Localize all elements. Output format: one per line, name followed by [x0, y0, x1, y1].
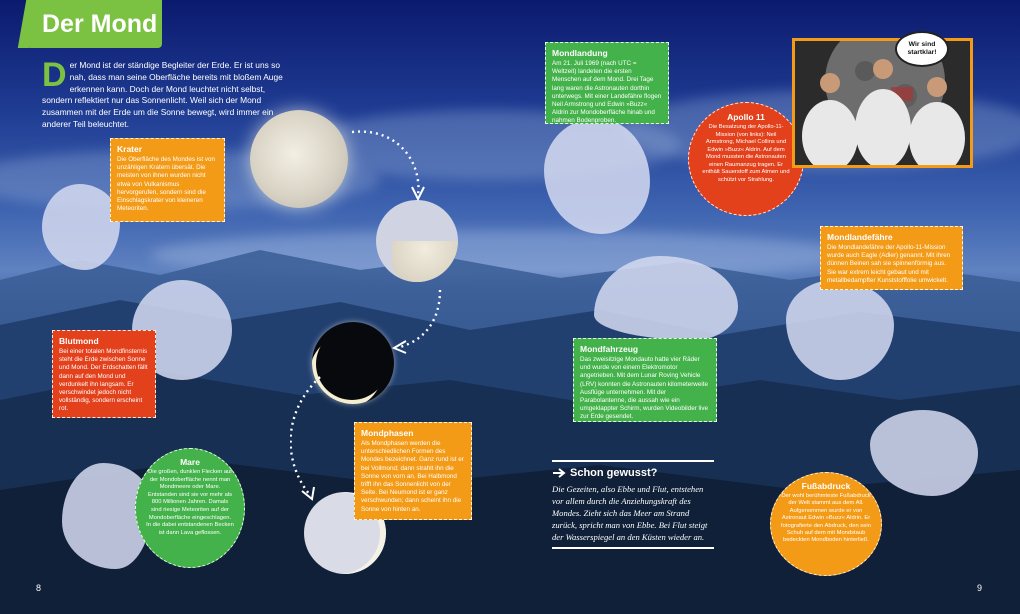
fact-top-rule [552, 460, 714, 462]
mondlandung-box [545, 42, 669, 124]
fussabdruck-text: Der wohl berühmteste Fußabdruck der Welt stammt aus dem All. Aufgenommen wurde er von Astronaut Edwin »Buzz« Aldrin. Er fotografierte den Abdruck, den sein Schuh auf dem mit Mondstaub bedeckten Mondboden hinterließ. [781, 493, 871, 544]
page-number-right: 9 [977, 583, 983, 593]
mondlandung-title: Mondlandung [552, 48, 608, 58]
fussabdruck-box [770, 472, 882, 576]
blutmond-text: Bei einer totalen Mondfinsternis steht die Erde zwischen Sonne und Mond. Der Erdschatten fällt dann auf den Mond und verdunkelt ihn langsam. Er verschwindet jedoch nicht vollständig, sondern erscheint rot. [59, 348, 148, 413]
fact-title: Schon gewusst? [570, 467, 658, 479]
drop-cap: D [42, 56, 67, 94]
blutmond-title: Blutmond [59, 336, 99, 346]
mondlandefaehre-title: Mondlandefähre [827, 232, 893, 242]
fact-bottom-rule [552, 547, 714, 549]
fact-header [552, 467, 714, 479]
mondlandung-text: Am 21. Juli 1969 (nach UTC = Weltzeit) landeten die ersten Menschen auf dem Mond. Drei Tage lang waren die Astronauten dorthin unterwegs. Mit einer Landefähre flogen Neil Armstrong und Edwin »Buzz« Aldrin zur Mondoberfläche hinab und nahmen Bodenproben. [552, 60, 662, 125]
mondlandefaehre-box [820, 226, 963, 290]
mare-text: Die großen, dunklen Flecken auf der Mondoberfläche nennt man Mondmeere oder Mare. Entstanden sind sie vor mehr als 800 Millionen Jahren. Damals sind riesige Meteoriten auf der Mondoberfläche eingeschlagen. In die dabei entstandenen Becken ist dann Lava geflossen. [146, 469, 234, 536]
arrow-right-icon [552, 468, 566, 478]
image-placeholder-krater [42, 184, 120, 270]
speech-bubble: Wir sind startklar! [895, 31, 949, 67]
apollo-11-title: Apollo 11 [727, 112, 765, 122]
mondphasen-title: Mondphasen [361, 428, 414, 438]
intro-body: er Mond ist der ständige Begleiter der Erde. Er ist uns so nah, dass man seine Oberfläche bereits mit bloßem Auge erkennen kann. Doch der Mond leuchtet nicht selbst, sondern reflektiert nur das Sonnenlicht. Weil sich der Mond zusammen mit der Erde um die Sonne bewegt, wird immer ein anderer Teil beleuchtet. [42, 60, 283, 129]
apollo-11-text: Die Besatzung der Apollo-11-Mission (von links): Neil Armstrong, Michael Collins und Edwin »Buzz« Aldrin. Auf dem Mond mussten die Astronauten einen Raumanzug tragen. Er enthält Sauerstoff zum Atmen und schützt vor Strahlung. [702, 124, 790, 183]
krater-text: Die Oberfläche des Mondes ist von unzähligen Kratern übersät. Die meisten von ihnen wurden nicht etwa von Vulkanismus hervorgerufen, sondern sind die Einschlagskrater von kleineren Meteoriten. [117, 156, 216, 213]
page-number-left: 8 [36, 583, 42, 593]
fact-box [552, 460, 714, 549]
mondphasen-text: Als Mondphasen werden die unterschiedlichen Formen des Mondes bezeichnet. Ganz rund ist er bei Vollmond; dann strahlt ihn die Sonne von vorn an. Bei Halbmond trifft ihn das Sonnenlicht von der Seite. Bei Neumond ist er ganz verschwunden; dann scheint ihn die Sonne von hinten an. [361, 440, 464, 513]
page-title: Der Mond [30, 0, 162, 48]
krater-title: Krater [117, 144, 143, 154]
mare-title: Mare [180, 457, 200, 467]
apollo-11-box [688, 102, 804, 216]
image-placeholder-mondlandung [544, 118, 650, 234]
fussabdruck-title: Fußabdruck [801, 481, 851, 491]
mondfahrzeug-text: Das zweisitzige Mondauto hatte vier Räder und wurde von einem Elektromotor angetrieben. Mit dem Lunar Roving Vehicle (LRV) konnten die Astronauten kilometerweite Ausflüge unternehmen. Mit der Parabolantenne, die aussah wie ein umgeklappter Schirm, wurden Videobilder live zur Erde gesendet. [580, 356, 708, 421]
apollo-crew-photo [792, 38, 973, 168]
mondlandefaehre-text: Die Mondlandefähre der Apollo-11-Mission wurde auch Eagle (Adler) genannt. Mit ihren dünnen Beinen sah sie spinnenförmig aus. Sie war extrem leicht gebaut und mit metallbedampfter Kunststofffolie umwickelt. [827, 244, 951, 284]
mondfahrzeug-title: Mondfahrzeug [580, 344, 639, 354]
mondfahrzeug-box [573, 338, 717, 422]
blutmond-box [52, 330, 156, 418]
mondphasen-box [354, 422, 472, 520]
mare-box [135, 448, 245, 568]
krater-box [110, 138, 225, 222]
intro-text [42, 56, 292, 131]
fact-text: Die Gezeiten, also Ebbe und Flut, entstehen vor allem durch die Anziehungskraft des Mondes. Zieht sich das Meer am Strand zurück, spricht man von Ebbe. Bei Flut steigt der Wasserspiegel an den Küsten wieder an. [552, 484, 708, 542]
